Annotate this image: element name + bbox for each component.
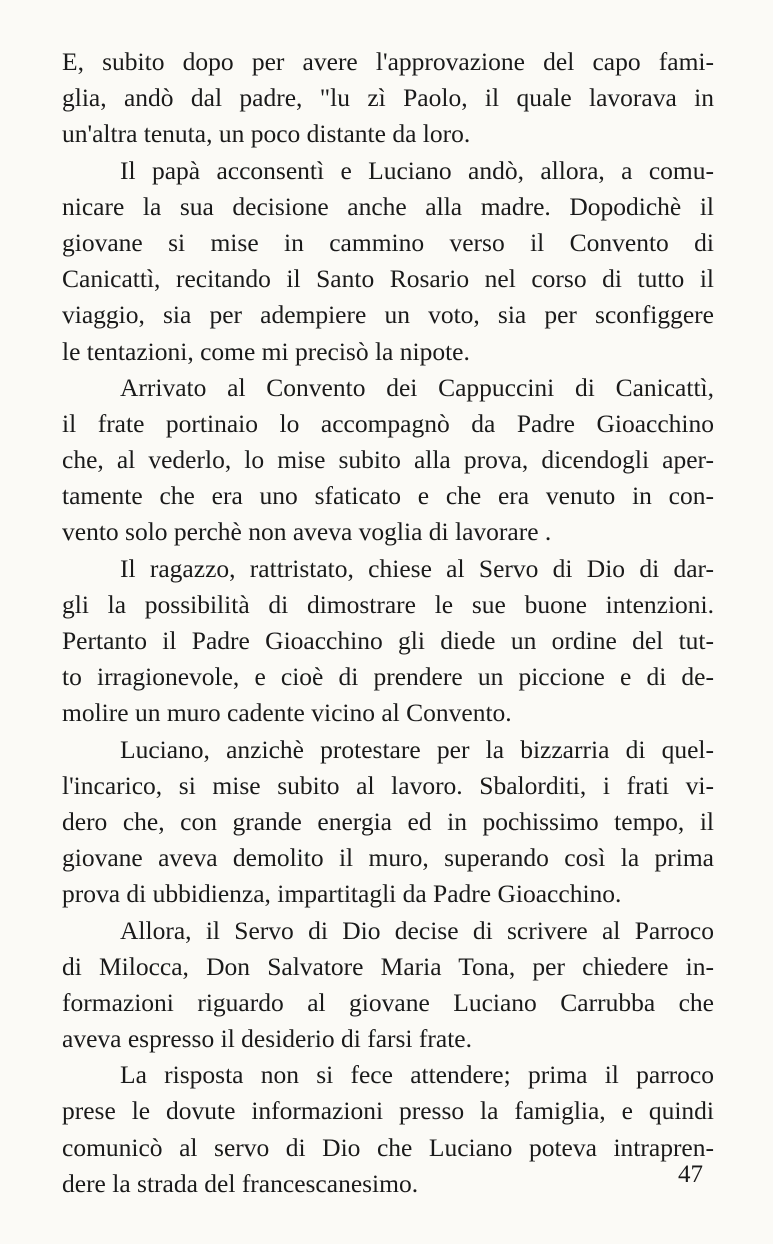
text-line: Il papà acconsentì e Luciano andò, allora, a comu-: [120, 155, 714, 185]
text-line: nicare la sua decisione anche alla madre. Dopodichè il: [62, 191, 714, 221]
text-line: Arrivato al Convento dei Cappuccini di Canicattì,: [120, 372, 714, 402]
text-line: dero che, con grande energia ed in pochissimo tempo, il: [62, 806, 714, 836]
text-line: E, subito dopo per avere l'approvazione del capo fami-: [62, 47, 714, 76]
text-line: prese le dovute informazioni presso la famiglia, e quindi: [62, 1096, 714, 1126]
text-line: che, al vederlo, lo mise subito alla prova, dicendogli aper-: [62, 445, 714, 475]
text-line: dere la strada del francescanesimo.: [62, 1168, 419, 1198]
text-line: Luciano, anzichè protestare per la bizzarria di quel-: [120, 734, 714, 764]
text-line: molire un muro cadente vicino al Convento.: [62, 698, 512, 728]
text-line: le tentazioni, come mi precisò la nipote.: [62, 336, 470, 366]
text-line: viaggio, sia per adempiere un voto, sia per sconfiggere: [62, 300, 714, 330]
text-line: giovane si mise in cammino verso il Convento di: [62, 227, 714, 257]
text-line: to irragionevole, e cioè di prendere un piccione e di de-: [62, 662, 714, 692]
text-line: un'altra tenuta, un poco distante da loro.: [62, 119, 471, 149]
text-line: Canicattì, recitando il Santo Rosario nel corso di tutto il: [62, 264, 714, 294]
text-line: vento solo perchè non aveva voglia di lavorare .: [62, 517, 552, 547]
text-line: il frate portinaio lo accompagnò da Padre Gioacchino: [62, 408, 714, 438]
text-line: aveva espresso il desiderio di farsi frate.: [62, 1024, 472, 1054]
text-line: La risposta non si fece attendere; prima il parroco: [120, 1060, 714, 1090]
text-line: glia, andò dal padre, "lu zì Paolo, il quale lavorava in: [62, 83, 714, 113]
text-line: l'incarico, si mise subito al lavoro. Sbalorditi, i frati vi-: [62, 770, 714, 800]
text-line: comunicò al servo di Dio che Luciano poteva intrapren-: [62, 1132, 714, 1162]
text-line: prova di ubbidienza, impartitagli da Padre Gioacchino.: [62, 879, 622, 909]
text-line: Il ragazzo, rattristato, chiese al Servo di Dio di dar-: [120, 553, 714, 583]
text-line: formazioni riguardo al giovane Luciano Carrubba che: [62, 987, 714, 1017]
text-line: tamente che era uno sfaticato e che era venuto in con-: [62, 481, 714, 511]
text-line: giovane aveva demolito il muro, superando così la prima: [62, 843, 714, 873]
text-line: Pertanto il Padre Gioacchino gli diede un ordine del tut-: [62, 626, 714, 655]
page-body: [62, 44, 714, 1202]
page-number: 47: [678, 1161, 703, 1188]
text-line: di Milocca, Don Salvatore Maria Tona, per chiedere in-: [62, 951, 714, 981]
text-line: gli la possibilità di dimostrare le sue buone intenzioni.: [62, 589, 714, 619]
text-line: Allora, il Servo di Dio decise di scrivere al Parroco: [120, 915, 714, 945]
